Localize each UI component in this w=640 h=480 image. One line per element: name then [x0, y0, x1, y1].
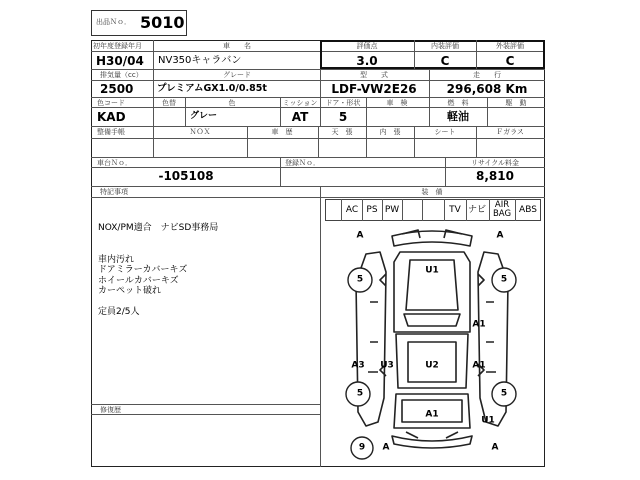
damage-code: A [382, 442, 390, 453]
registration-number-label: 登録Ｎｏ． [285, 159, 320, 167]
drive-label: 駆 動 [505, 99, 527, 107]
interior-grade: C [440, 54, 450, 68]
equipment-tv: TV [449, 205, 461, 215]
repair-history-label: 修復歴 [100, 406, 121, 414]
equipment-navi: ナビ [467, 205, 487, 215]
grade-label: グレード [223, 71, 251, 79]
transmission-label: ミッション [282, 99, 318, 107]
damage-code: U3 [380, 360, 394, 371]
equipment-ps: PS [366, 205, 378, 215]
damage-code: 5 [500, 388, 508, 399]
chassis-number-label: 車台Ｎｏ． [97, 159, 132, 167]
damage-code: 5 [356, 274, 364, 285]
car-damage-diagram [320, 222, 545, 467]
damage-code: 9 [358, 442, 366, 453]
windshield-outline [404, 314, 460, 326]
displacement-label: 排気量（cc） [100, 71, 143, 79]
exterior-grade: C [505, 54, 515, 68]
color-code-label: 色コード [97, 99, 125, 107]
model-code: LDF-VW2E26 [331, 82, 417, 96]
remark-line: 定員2/5人 [98, 307, 140, 317]
bumper-outline [392, 436, 472, 448]
score-value: 3.0 [356, 54, 378, 68]
fuel: 軽油 [447, 110, 469, 123]
inspection-label: 車 検 [386, 99, 408, 107]
remark-line: カーペット破れ [98, 286, 162, 296]
equipment-airbag: AIR BAG [492, 200, 512, 219]
first-registration: H30/04 [96, 54, 144, 68]
equipment-label: 装 備 [421, 188, 443, 196]
nox-label: ＮＯＸ [189, 128, 211, 136]
damage-code: A [496, 230, 504, 241]
recycle-fee: 8,810 [476, 169, 514, 183]
lot-number-label: 出品Ｎｏ． [96, 18, 131, 26]
seat-label: シート [434, 128, 456, 136]
equipment-pw: PW [384, 205, 400, 215]
car-name: NV350キャラバン [158, 55, 242, 66]
mileage: 296,608 Km [446, 82, 528, 96]
car-history-label: 車 歴 [271, 128, 293, 136]
damage-code: A1 [472, 319, 486, 330]
remarks-label: 特記事項 [100, 188, 128, 196]
damage-code: 5 [356, 388, 364, 399]
color: グレー [190, 111, 218, 121]
mileage-label: 走 行 [473, 71, 501, 79]
remark-line: ホイールカバーキズ [98, 275, 179, 286]
damage-code: U1 [481, 415, 495, 426]
damage-code: A3 [351, 360, 365, 371]
damage-code: 5 [500, 274, 508, 285]
damage-code: U1 [425, 265, 439, 276]
score-label: 評価点 [356, 42, 378, 50]
color-label: 色 [228, 99, 236, 107]
remark-line [98, 234, 218, 245]
ceiling-label: 天 張 [331, 128, 353, 136]
car-name-label: 車 名 [223, 42, 251, 50]
damage-code: U2 [425, 360, 439, 371]
damage-code: A [356, 230, 364, 241]
color-code: KAD [97, 110, 126, 124]
model-label: 型 式 [360, 71, 388, 79]
equipment-ac: AC [345, 205, 359, 215]
front-glass-label: Ｆガラス [496, 128, 524, 136]
year-label: 初年度登録年月 [93, 42, 142, 50]
remark-line [98, 244, 218, 255]
remark-line: ドアミラーカバーキズ [98, 265, 188, 275]
chassis-number: -105108 [158, 169, 214, 183]
damage-code: A1 [425, 409, 439, 420]
fuel-label: 燃 料 [447, 99, 469, 107]
remark-line: 車内汚れ [98, 254, 135, 265]
door-shape-label: ドア・形状 [325, 99, 361, 107]
color-swap-label: 色替 [162, 99, 176, 107]
doors: 5 [338, 110, 348, 124]
transmission: AT [291, 110, 309, 124]
damage-code: A [491, 442, 499, 453]
equipment-abs: ABS [519, 205, 537, 215]
damage-code: A1 [472, 360, 486, 371]
exterior-grade-label: 外装評価 [496, 42, 524, 50]
remark-line [98, 297, 218, 308]
remark-line: NOX/PM適合 ナビSD事務局 [98, 223, 219, 233]
recycle-fee-label: リサイクル料金 [470, 159, 520, 167]
grade: プレミアムGX1.0/0.85t [157, 83, 267, 94]
interior-grade-label: 内装評価 [431, 42, 459, 50]
lot-number: 5010 [140, 13, 185, 32]
remarks-text [98, 223, 218, 318]
maintenance-book-label: 整備手帳 [97, 128, 125, 136]
interior-trim-label: 内 張 [379, 128, 401, 136]
displacement: 2500 [100, 82, 134, 96]
